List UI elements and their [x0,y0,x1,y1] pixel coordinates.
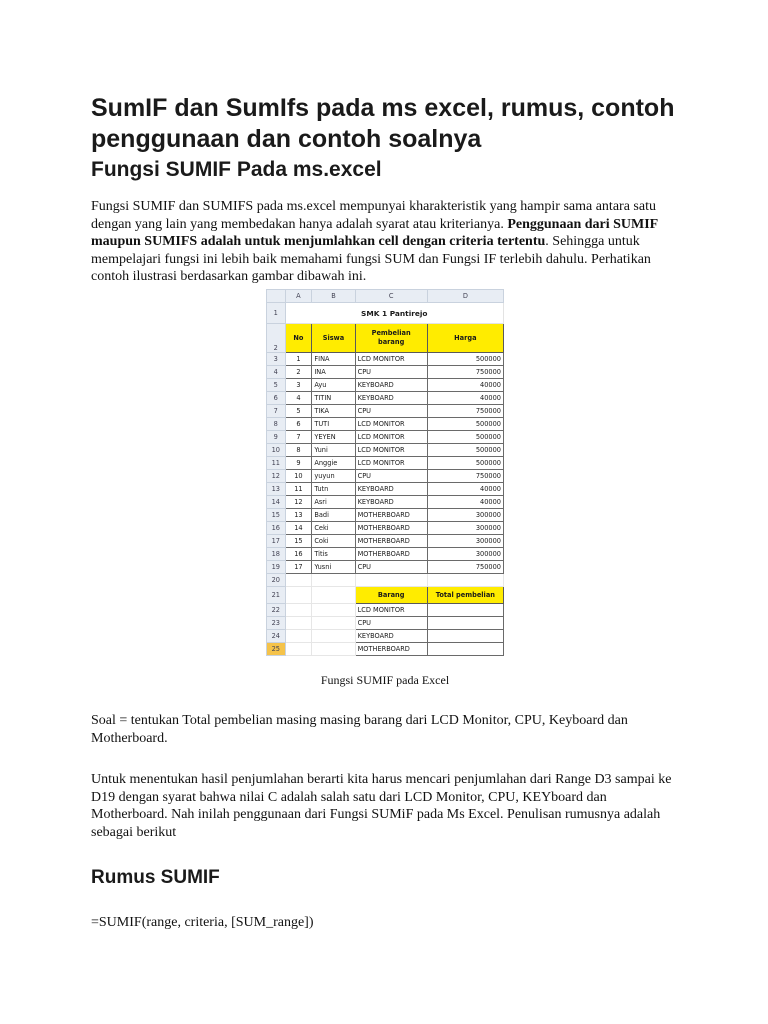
cell-harga: 500000 [427,444,503,457]
cell-no: 10 [285,470,312,483]
row-number: 15 [267,509,286,522]
intro-paragraph [91,198,681,286]
cell-barang: KEYBOARD [355,496,427,509]
cell-barang: KEYBOARD [355,379,427,392]
summary-total-cell [427,604,503,617]
empty-cell [285,574,312,587]
summary-item: KEYBOARD [355,630,427,643]
cell-siswa: Badi [312,509,355,522]
column-header-a: A [285,290,312,303]
summary-total-cell [427,643,503,656]
row-number: 4 [267,366,286,379]
table-row [267,509,504,522]
cell-barang: MOTHERBOARD [355,548,427,561]
cell-barang: CPU [355,561,427,574]
spreadsheet-table [266,289,504,656]
table-row [267,548,504,561]
cell-harga: 500000 [427,418,503,431]
cell-harga: 750000 [427,366,503,379]
summary-row [267,604,504,617]
table-row [267,303,504,324]
intro-text-2: . Sehingga untuk mempelajari fungsi ini lebih baik memahami fungsi SUM dan Fungsi IF terlebih dahulu. Perhatikan contoh ilustrasi berdasarkan gambar dibawah ini. [91,234,651,284]
table-row [267,522,504,535]
row-number: 17 [267,535,286,548]
table-row [267,561,504,574]
row-number: 11 [267,457,286,470]
table-row [267,405,504,418]
column-header-c: C [355,290,427,303]
row-number: 21 [267,587,286,604]
empty-cell [312,574,355,587]
cell-harga: 750000 [427,405,503,418]
cell-harga: 300000 [427,535,503,548]
table-row [267,431,504,444]
row-number: 10 [267,444,286,457]
empty-cell [285,617,312,630]
cell-siswa: Ceki [312,522,355,535]
cell-siswa: Yusni [312,561,355,574]
table-row [267,574,504,587]
row-number: 7 [267,405,286,418]
cell-barang: LCD MONITOR [355,444,427,457]
cell-siswa: TITIN [312,392,355,405]
row-number: 25 [267,643,286,656]
table-row [267,470,504,483]
summary-row [267,643,504,656]
summary-row [267,630,504,643]
summary-total-cell [427,617,503,630]
row-number: 19 [267,561,286,574]
empty-cell [312,630,355,643]
cell-barang: MOTHERBOARD [355,522,427,535]
row-number: 13 [267,483,286,496]
cell-no: 6 [285,418,312,431]
cell-siswa: TUTI [312,418,355,431]
cell-no: 3 [285,379,312,392]
table-row [267,496,504,509]
cell-no: 9 [285,457,312,470]
table-row [267,366,504,379]
cell-no: 7 [285,431,312,444]
cell-barang: KEYBOARD [355,392,427,405]
cell-siswa: yuyun [312,470,355,483]
table-row [267,392,504,405]
cell-barang: MOTHERBOARD [355,535,427,548]
cell-siswa: TIKA [312,405,355,418]
cell-barang: LCD MONITOR [355,457,427,470]
row-number: 3 [267,353,286,366]
cell-harga: 300000 [427,509,503,522]
header-no: No [285,324,312,353]
cell-barang: CPU [355,366,427,379]
row-number: 24 [267,630,286,643]
sumif-formula: =SUMIF(range, criteria, [SUM_range]) [91,915,314,930]
cell-siswa: Anggie [312,457,355,470]
article-subtitle: Fungsi SUMIF Pada ms.excel [91,158,382,181]
empty-cell [312,604,355,617]
row-number: 8 [267,418,286,431]
cell-siswa: Coki [312,535,355,548]
intro-bold-text: Penggunaan dari SUMIF maupun SUMIFS adalah untuk menjumlahkan cell dengan criteria tertentu [91,216,658,249]
intro-text-1: Fungsi SUMIF dan SUMIFS pada ms.excel mempunyai kharakteristik yang hampir sama antara satu dengan yang lain yang membedakan hanya adalah syarat atau kriterianya. [91,199,656,232]
row-number: 12 [267,470,286,483]
cell-harga: 300000 [427,548,503,561]
summary-item: LCD MONITOR [355,604,427,617]
summary-row [267,617,504,630]
question-paragraph: Soal = tentukan Total pembelian masing masing barang dari LCD Monitor, CPU, Keyboard dan Motherboard. [91,713,628,746]
cell-siswa: Ayu [312,379,355,392]
empty-cell [355,574,427,587]
cell-barang: MOTHERBOARD [355,509,427,522]
summary-header-row [267,587,504,604]
summary-header-total: Total pembelian [427,587,503,604]
cell-no: 14 [285,522,312,535]
row-number: 1 [267,303,286,324]
cell-siswa: Asri [312,496,355,509]
summary-item: MOTHERBOARD [355,643,427,656]
column-header-d: D [427,290,503,303]
cell-harga: 750000 [427,470,503,483]
table-row [267,483,504,496]
header-pembelian: Pembelian barang [355,324,427,353]
empty-cell [285,630,312,643]
cell-siswa: INA [312,366,355,379]
cell-harga: 300000 [427,522,503,535]
row-number: 18 [267,548,286,561]
corner-cell [267,290,286,303]
article-title: SumIF dan SumIfs pada ms excel, rumus, contoh penggunaan dan contoh soalnya [91,94,675,153]
row-number: 23 [267,617,286,630]
empty-cell [312,617,355,630]
cell-harga: 40000 [427,496,503,509]
empty-cell [312,587,355,604]
table-row [267,379,504,392]
header-harga: Harga [427,324,503,353]
cell-no: 1 [285,353,312,366]
cell-harga: 750000 [427,561,503,574]
table-row [267,457,504,470]
cell-siswa: Tutn [312,483,355,496]
cell-harga: 500000 [427,353,503,366]
section-heading: Rumus SUMIF [91,867,220,888]
row-number: 16 [267,522,286,535]
cell-no: 13 [285,509,312,522]
table-header-row [267,324,504,353]
sheet-title: SMK 1 Pantirejo [285,303,503,324]
empty-cell [427,574,503,587]
row-number: 22 [267,604,286,617]
cell-no: 2 [285,366,312,379]
cell-barang: LCD MONITOR [355,418,427,431]
row-number: 2 [267,324,286,353]
cell-siswa: Titis [312,548,355,561]
excel-screenshot [266,289,504,671]
cell-barang: KEYBOARD [355,483,427,496]
row-number: 14 [267,496,286,509]
summary-item: CPU [355,617,427,630]
cell-harga: 40000 [427,483,503,496]
empty-cell [285,643,312,656]
explanation-paragraph: Untuk menentukan hasil penjumlahan berarti kita harus mencari penjumlahan dari Range D3 sampai ke D19 dengan syarat bahwa nilai C adalah salah satu dari LCD Monitor, CPU, KEYboard dan Motherboard. Nah inilah penggunaan dari Fungsi SUMiF pada Ms Excel. Penulisan rumusnya adalah sebagai berikut [91,772,672,840]
cell-no: 11 [285,483,312,496]
cell-harga: 500000 [427,431,503,444]
empty-cell [285,587,312,604]
cell-harga: 40000 [427,379,503,392]
summary-total-cell [427,630,503,643]
column-header-b: B [312,290,355,303]
cell-no: 16 [285,548,312,561]
cell-no: 12 [285,496,312,509]
summary-header-barang: Barang [355,587,427,604]
row-number: 9 [267,431,286,444]
column-header-row [267,290,504,303]
cell-no: 8 [285,444,312,457]
row-number: 6 [267,392,286,405]
cell-harga: 500000 [427,457,503,470]
cell-no: 15 [285,535,312,548]
cell-barang: LCD MONITOR [355,431,427,444]
empty-cell [285,604,312,617]
empty-cell [312,643,355,656]
cell-harga: 40000 [427,392,503,405]
cell-barang: CPU [355,470,427,483]
table-row [267,535,504,548]
row-number: 20 [267,574,286,587]
cell-barang: CPU [355,405,427,418]
cell-siswa: YEYEN [312,431,355,444]
table-row [267,444,504,457]
cell-no: 5 [285,405,312,418]
cell-siswa: Yuni [312,444,355,457]
row-number: 5 [267,379,286,392]
header-siswa: Siswa [312,324,355,353]
cell-siswa: FINA [312,353,355,366]
figure-caption: Fungsi SUMIF pada Excel [320,673,450,687]
table-row [267,418,504,431]
cell-barang: LCD MONITOR [355,353,427,366]
cell-no: 4 [285,392,312,405]
table-row [267,353,504,366]
cell-no: 17 [285,561,312,574]
